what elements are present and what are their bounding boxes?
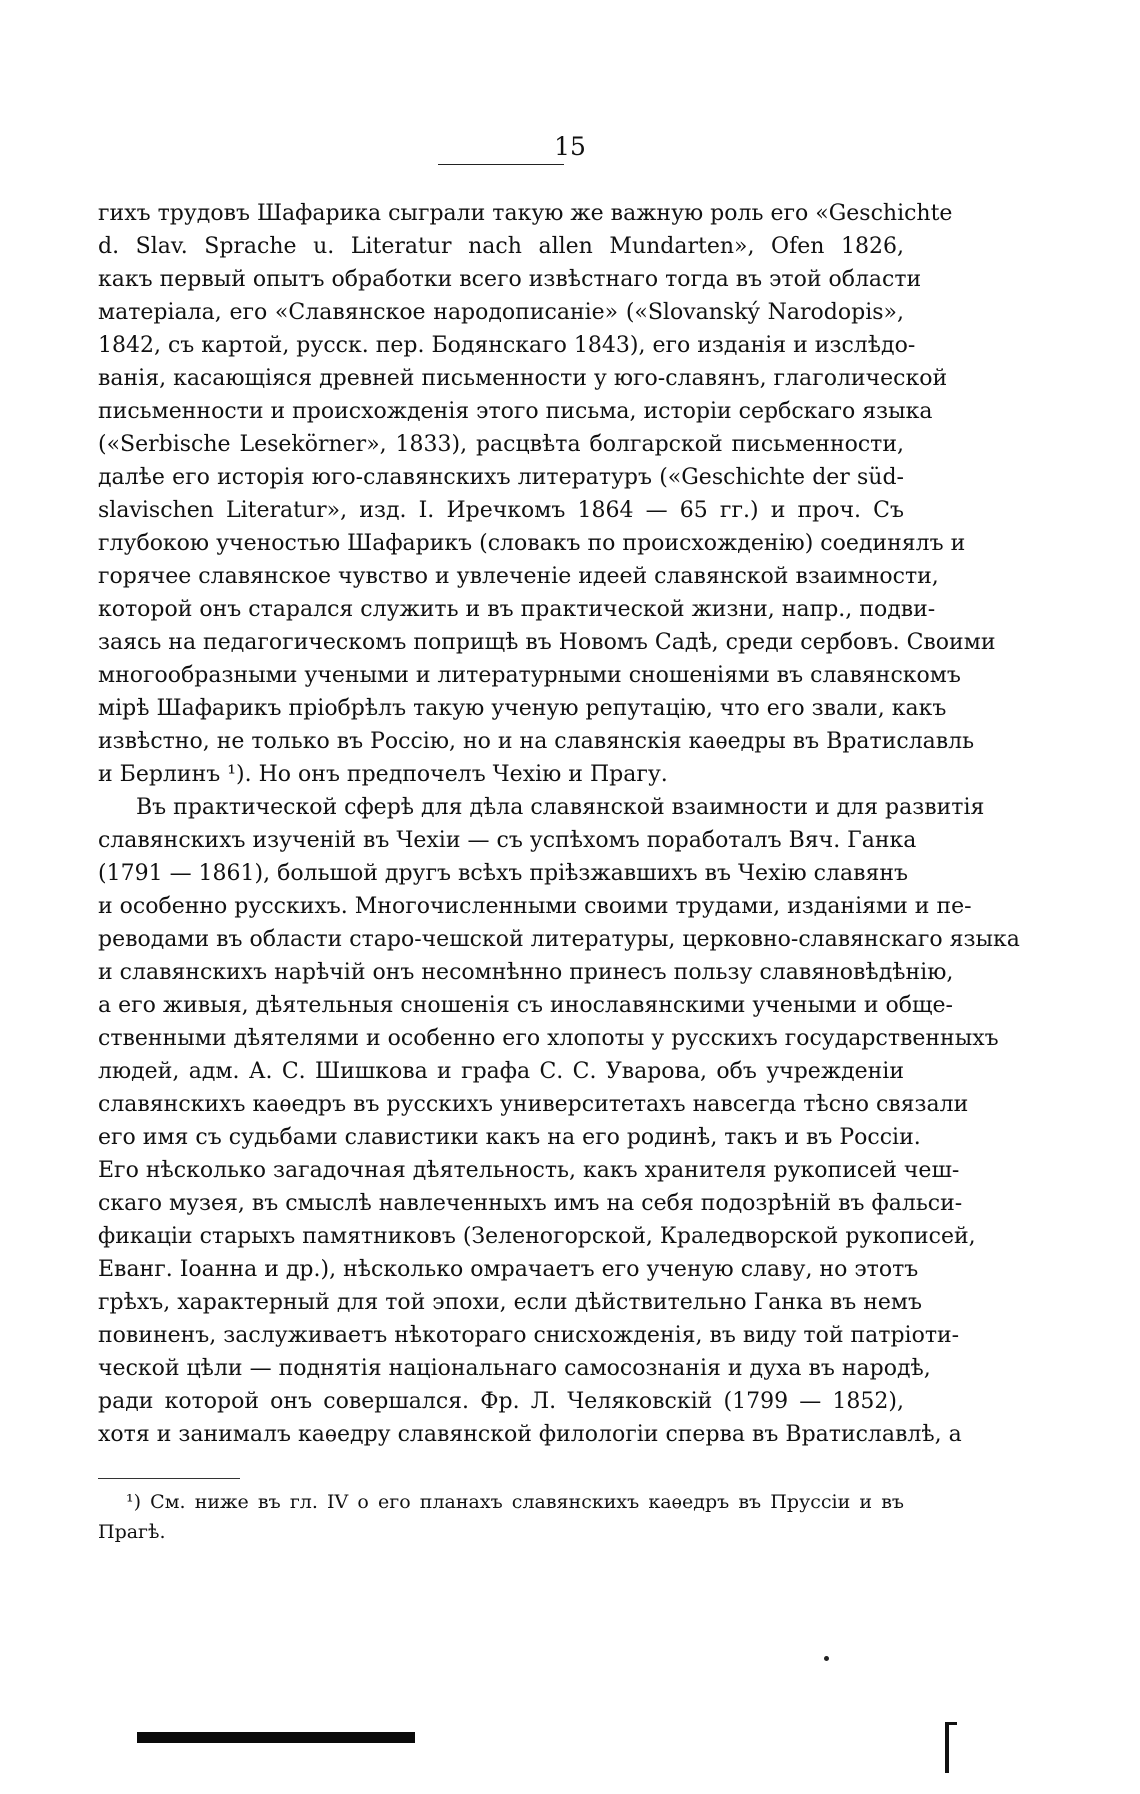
page-number-rule	[438, 164, 564, 165]
text-line: (1791 — 1861), большой другъ всѣхъ пріѣзжавшихъ въ Чехію славянъ	[98, 861, 909, 886]
text-line: ственными дѣятелями и особенно его хлопоты у русскихъ государственныхъ	[98, 1026, 999, 1051]
text-line: заясь на педагогическомъ поприщѣ въ Новомъ Садѣ, среди сербовъ. Своими	[98, 630, 996, 655]
text-line: и славянскихъ нарѣчій онъ несомнѣнно принесъ пользу славяновѣдѣнію,	[98, 960, 954, 985]
text-line: а его живыя, дѣятельныя сношенія съ инославянскими учеными и обще-	[98, 993, 953, 1018]
text-line: его имя съ судьбами славистики какъ на его родинѣ, такъ и въ Россіи.	[98, 1125, 921, 1150]
footnote-text	[98, 1487, 904, 1547]
text-line: грѣхъ, характерный для той эпохи, если дѣйствительно Ганка въ немъ	[98, 1290, 923, 1315]
page-number: 15	[554, 132, 586, 161]
text-line: slavischen Literatur», изд. І. Иречкомъ 1864 — 65 гг.) и проч. Съ	[98, 498, 904, 523]
text-line: хотя и занималъ каѳедру славянской филологіи сперва въ Вратиславлѣ, а	[98, 1422, 962, 1447]
text-line: 1842, съ картой, русск. пер. Бодянскаго 1843), его изданія и изслѣдо-	[98, 333, 916, 358]
text-line: славянскихъ изученій въ Чехіи — съ успѣхомъ поработалъ Вяч. Ганка	[98, 828, 917, 853]
text-line: и особенно русскихъ. Многочисленными своими трудами, изданіями и пе-	[98, 894, 972, 919]
text-line: и Берлинъ ¹). Но онъ предпочелъ Чехію и Прагу.	[98, 762, 668, 787]
text-line: славянскихъ каѳедръ въ русскихъ университетахъ навсегда тѣсно связали	[98, 1092, 969, 1117]
footnote-line: ¹) См. ниже въ гл. IV о его планахъ славянскихъ каѳедръ въ Пруссіи и въ	[126, 1491, 904, 1513]
scan-edge-bracket	[945, 1722, 957, 1773]
text-line: далѣе его исторія юго-славянскихъ литературъ («Geschichte der süd-	[98, 465, 904, 490]
scan-speck	[824, 1656, 829, 1661]
text-line: гихъ трудовъ Шафарика сыграли такую же важную роль его «Geschichte	[98, 201, 953, 226]
text-line: матеріала, его «Славянское народописаніе» («Slovanský Narodopis»,	[98, 300, 904, 325]
text-line: которой онъ старался служить и въ практической жизни, напр., подви-	[98, 597, 936, 622]
text-line: мірѣ Шафарикъ пріобрѣлъ такую ученую репутацію, что его звали, какъ	[98, 696, 947, 721]
text-line: Въ практической сферѣ для дѣла славянской взаимности и для развитія	[136, 795, 985, 820]
text-line: какъ первый опытъ обработки всего извѣстнаго тогда въ этой области	[98, 267, 922, 292]
text-line: письменности и происхожденія этого письма, исторіи сербскаго языка	[98, 399, 933, 424]
text-line: скаго музея, въ смыслѣ навлеченныхъ имъ на себя подозрѣній въ фальси-	[98, 1191, 963, 1216]
text-line: Его нѣсколько загадочная дѣятельность, какъ хранителя рукописей чеш-	[98, 1158, 960, 1183]
text-line: людей, адм. А. С. Шишкова и графа С. С. Уварова, объ учрежденіи	[98, 1059, 904, 1084]
text-line: («Serbische Lesekörner», 1833), расцвѣта болгарской письменности,	[98, 432, 904, 457]
text-line: повиненъ, заслуживаетъ нѣкотораго снисхожденія, въ виду той патріоти-	[98, 1323, 960, 1348]
text-line: глубокою ученостью Шафарикъ (словакъ по происхожденію) соединялъ и	[98, 531, 966, 556]
footnote-rule	[98, 1478, 240, 1479]
body-text	[98, 197, 1020, 1451]
text-line: извѣстно, не только въ Россію, но и на славянскія каѳедры въ Вратиславль	[98, 729, 975, 754]
text-line: d. Slav. Sprache u. Literatur nach allen Mundarten», Ofen 1826,	[98, 234, 904, 259]
text-line: горячее славянское чувство и увлеченіе идеей славянской взаимности,	[98, 564, 939, 589]
text-line: реводами въ области старо-чешской литературы, церковно-славянскаго языка	[98, 927, 1020, 952]
scan-edge-bar	[137, 1732, 415, 1743]
text-line: фикаціи старыхъ памятниковъ (Зеленогорской, Краледворской рукописей,	[98, 1224, 976, 1249]
text-line: ванія, касающіяся древней письменности у юго-славянъ, глаголической	[98, 366, 948, 391]
text-line: многообразными учеными и литературными сношеніями въ славянскомъ	[98, 663, 961, 688]
text-line: ческой цѣли — поднятія національнаго самосознанія и духа въ народѣ,	[98, 1356, 931, 1381]
footnote-line: Прагѣ.	[98, 1521, 166, 1543]
text-line: ради которой онъ совершался. Фр. Л. Челяковскій (1799 — 1852),	[98, 1389, 904, 1414]
text-line: Еванг. Іоанна и др.), нѣсколько омрачаетъ его ученую славу, но этотъ	[98, 1257, 919, 1282]
